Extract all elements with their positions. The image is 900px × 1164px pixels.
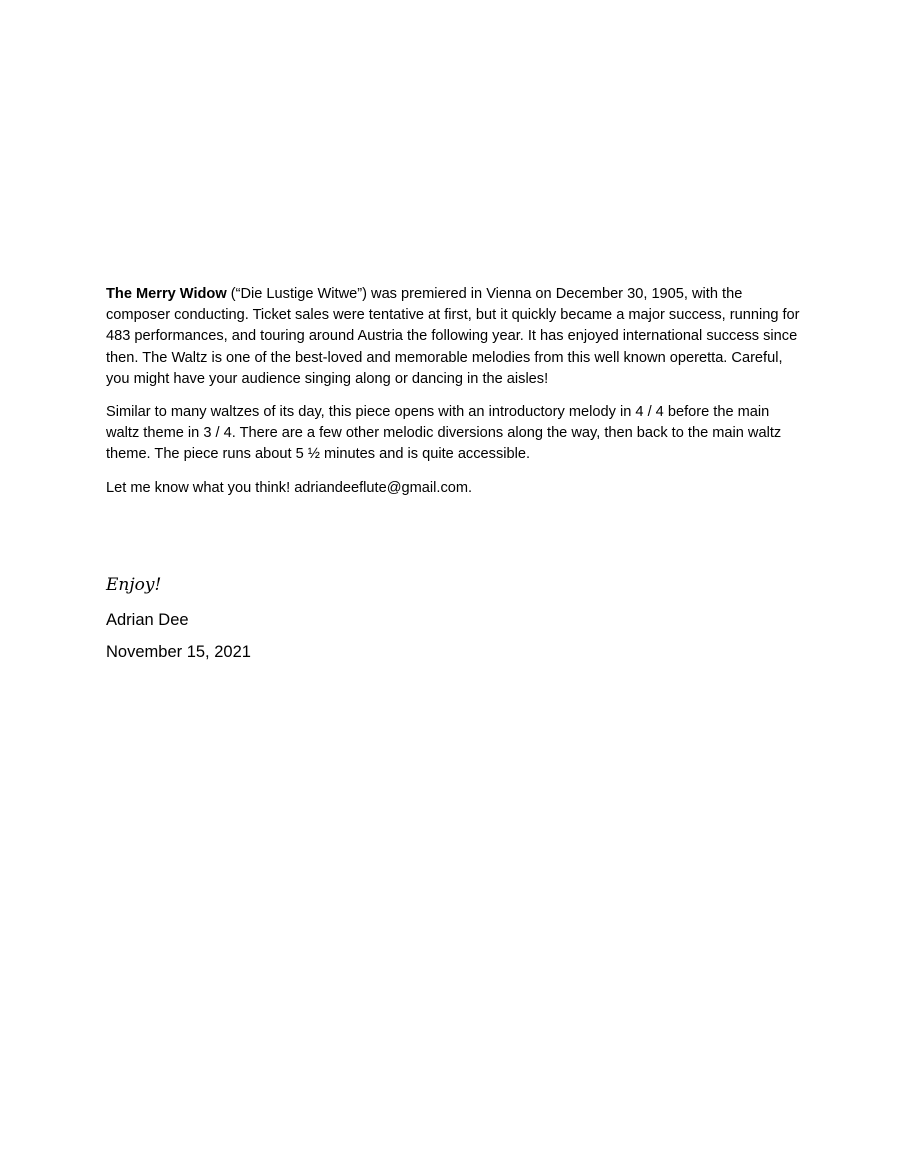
contact-paragraph: Let me know what you think! adriandeeflute@gmail.com. (106, 480, 473, 496)
closing-salutation: Enjoy! (106, 575, 162, 595)
signer-name: Adrian Dee (106, 611, 189, 629)
intro-paragraph-text: (“Die Lustige Witwe”) was premiered in Vienna on December 30, 1905, with the composer conducting. Ticket sales were tentative at first, but it quickly became a major success, running for 483 performances, and touring around Austria the following year. It has enjoyed international success since then. The Waltz is one of the best-loved and memorable melodies from this well known operetta. Careful, you might have your audience singing along or dancing in the aisles! (106, 286, 800, 387)
letter-date: November 15, 2021 (106, 643, 251, 661)
structure-paragraph: Similar to many waltzes of its day, this piece opens with an introductory melody in 4 / 4 before the main waltz theme in 3 / 4. There are a few other melodic diversions along the way, then back to the main waltz theme. The piece runs about 5 ½ minutes and is quite accessible. (106, 404, 782, 463)
piece-title: The Merry Widow (106, 286, 227, 302)
intro-paragraph (106, 284, 806, 390)
